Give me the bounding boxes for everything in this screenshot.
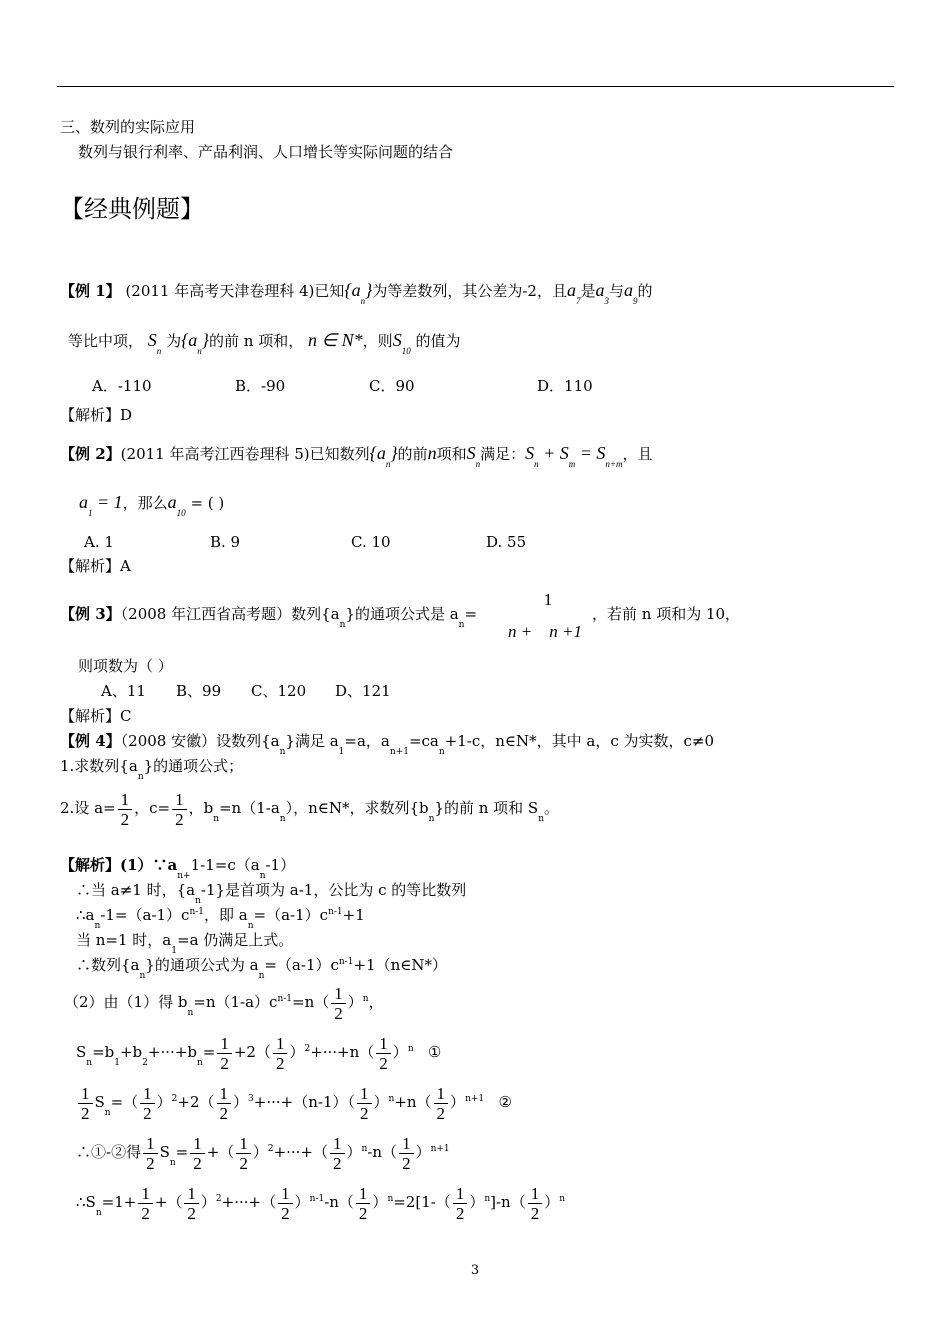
section-title: 三、数列的实际应用 xyxy=(60,118,196,136)
example-1-option-b: B．-90 xyxy=(235,377,286,395)
example-4-label: 【例 4】 xyxy=(60,732,121,750)
solution-line-3: $\therefore a_n-1=(a-1)c^{n-1}$，即 $a_n=(a-1)c^{n-1}+1$ xyxy=(76,906,365,931)
page-heading: 【经典例题】 xyxy=(60,195,204,223)
solution-line-4: 当 n=1 时，$a_1=a$ 仍满足上式。 xyxy=(76,931,294,956)
example-3-option-a: A、11 xyxy=(101,682,146,700)
example-1-label: 【例 1】 xyxy=(60,282,121,300)
example-1-option-a: A．-110 xyxy=(92,377,152,395)
solution-line-10: $\therefore S_n=1+$ $\frac{1}{2}$ +（ $\frac{1}{2}$ ）$^2$+···+（ $\frac{1}{2}$ ）$^{n-1}$-n（ $\frac{1}{2}$ ）$^n$=2[1-（ $\frac{1}{2}$ ）$^n$]-n（ $\frac{1}{2}$ ）$^n$ xyxy=(76,1183,566,1223)
example-2-option-c: C. 10 xyxy=(351,533,391,551)
example-4-question-1: 1.求数列$\{a_n\}$的通项公式； xyxy=(60,757,244,782)
header-rule xyxy=(57,86,894,87)
example-1-answer: 【解析】D xyxy=(60,406,133,424)
example-2-label: 【例 2】 xyxy=(60,445,121,463)
circled-2: ② xyxy=(498,1093,512,1111)
example-4-line-1: 【例 4】（2008 安徽）设数列$\{a_n\}$满足 $a_1=a$，$a_{n+1}=ca_n+1-c$，n∈N*，其中 a，c 为实数，c≠0 xyxy=(60,732,715,757)
example-3-option-b: B、99 xyxy=(176,682,222,700)
solution-line-1: 【解析】$(1)\because a_{n+}1-1=c(a_n-1)$ xyxy=(60,856,296,881)
example-1-line-1: 【例 1】 (2011 年高考天津卷理科 4)已知$\{a_n\}$为等差数列，其公差为-2，且$a_7$是$a_3$与$a_9$的 xyxy=(60,280,653,306)
circled-1: ① xyxy=(427,1043,442,1061)
solution-line-8: $\frac{1}{2}$ $S_n=$（ $\frac{1}{2}$ ）$^2$+2（ $\frac{1}{2}$ ）$^3$+···+（n-1）（ $\frac{1}{2}$ ）$^n$+n（ $\frac{1}{2}$ ）$^{n+1}$ ② xyxy=(76,1080,512,1127)
example-2-option-d: D. 55 xyxy=(486,533,527,551)
example-3-line-2: 则项数为（ ） xyxy=(78,657,173,675)
solution-line-7: $S_n=b_1+b_2+\cdot\cdot\cdot+b_n=$ $\frac{1}{2}$ +2（ $\frac{1}{2}$ ）$^2$+···+n（ $\frac{1}{2}$ ）$^n$ ① xyxy=(76,1033,442,1073)
example-3-answer: 【解析】C xyxy=(60,707,132,725)
example-3-line-1-end: ，若前 n 项和为 10， xyxy=(592,605,741,623)
section-desc: 数列与银行利率、产品利润、人口增长等实际问题的结合 xyxy=(78,143,454,161)
example-2-option-a: A. 1 xyxy=(84,533,114,551)
example-3-line-1: 【例 3】（2008 年江西省高考题）数列$\{a_n\}$的通项公式是 $a_n=$ xyxy=(60,605,478,630)
solution-line-5: ∴数列$\{a_n\}$的通项公式为 $a_n=(a-1)c^{n-1}+1(n\in N*)$ xyxy=(76,956,447,981)
example-2-answer: 【解析】A xyxy=(60,557,131,575)
example-3-fraction: 1 n + n +1 xyxy=(508,590,582,641)
example-2-line-1: 【例 2】(2011 年高考江西卷理科 5)已知数列$\{a_n\}$的前n项和$S_n$满足：$S_n + S_m = S_{n+m}$，且 xyxy=(60,443,653,469)
example-3-label: 【例 3】 xyxy=(60,605,121,623)
example-1-line-2: 等比中项， $S_n$ 为$\{a_n\}$的前 n 项和， n ∈ N*，则$S_{10}$ 的值为 xyxy=(68,330,461,356)
example-1-option-d: D．110 xyxy=(537,377,593,395)
example-3-option-d: D、121 xyxy=(335,682,391,700)
solution-line-2: ∴当 a≠1 时，$\{a_n-1\}$是首项为 a-1，公比为 c 的等比数列 xyxy=(76,881,467,906)
example-1-option-c: C．90 xyxy=(369,377,415,395)
example-3-option-c: C、120 xyxy=(251,682,307,700)
page-number: 3 xyxy=(470,1263,480,1278)
solution-line-9: ∴①-②得 $\frac{1}{2}$ $S_n=$ $\frac{1}{2}$ +（ $\frac{1}{2}$ ）$^2$+···+（ $\frac{1}{2}$ ）$^n$-n（ $\frac{1}{2}$ ）$^{n+1}$ xyxy=(76,1133,450,1173)
example-2-option-b: B. 9 xyxy=(210,533,241,551)
example-4-question-2: 2.设 a= $\frac{1}{2}$ ，c= $\frac{1}{2}$ ，$b_n=n(1-a_n)$，n∈N*，求数列$\{b_n\}$的前 n 项和 $S_n$。 xyxy=(60,789,560,829)
example-2-line-2: $a_1 = 1$，那么$a_{10}$ = ( ) xyxy=(79,492,225,518)
solution-line-6: （2）由（1）得 $b_n=n(1-a)c^{n-1}=n$（ $\frac{1}{2}$ ）$^n$， xyxy=(64,983,384,1023)
